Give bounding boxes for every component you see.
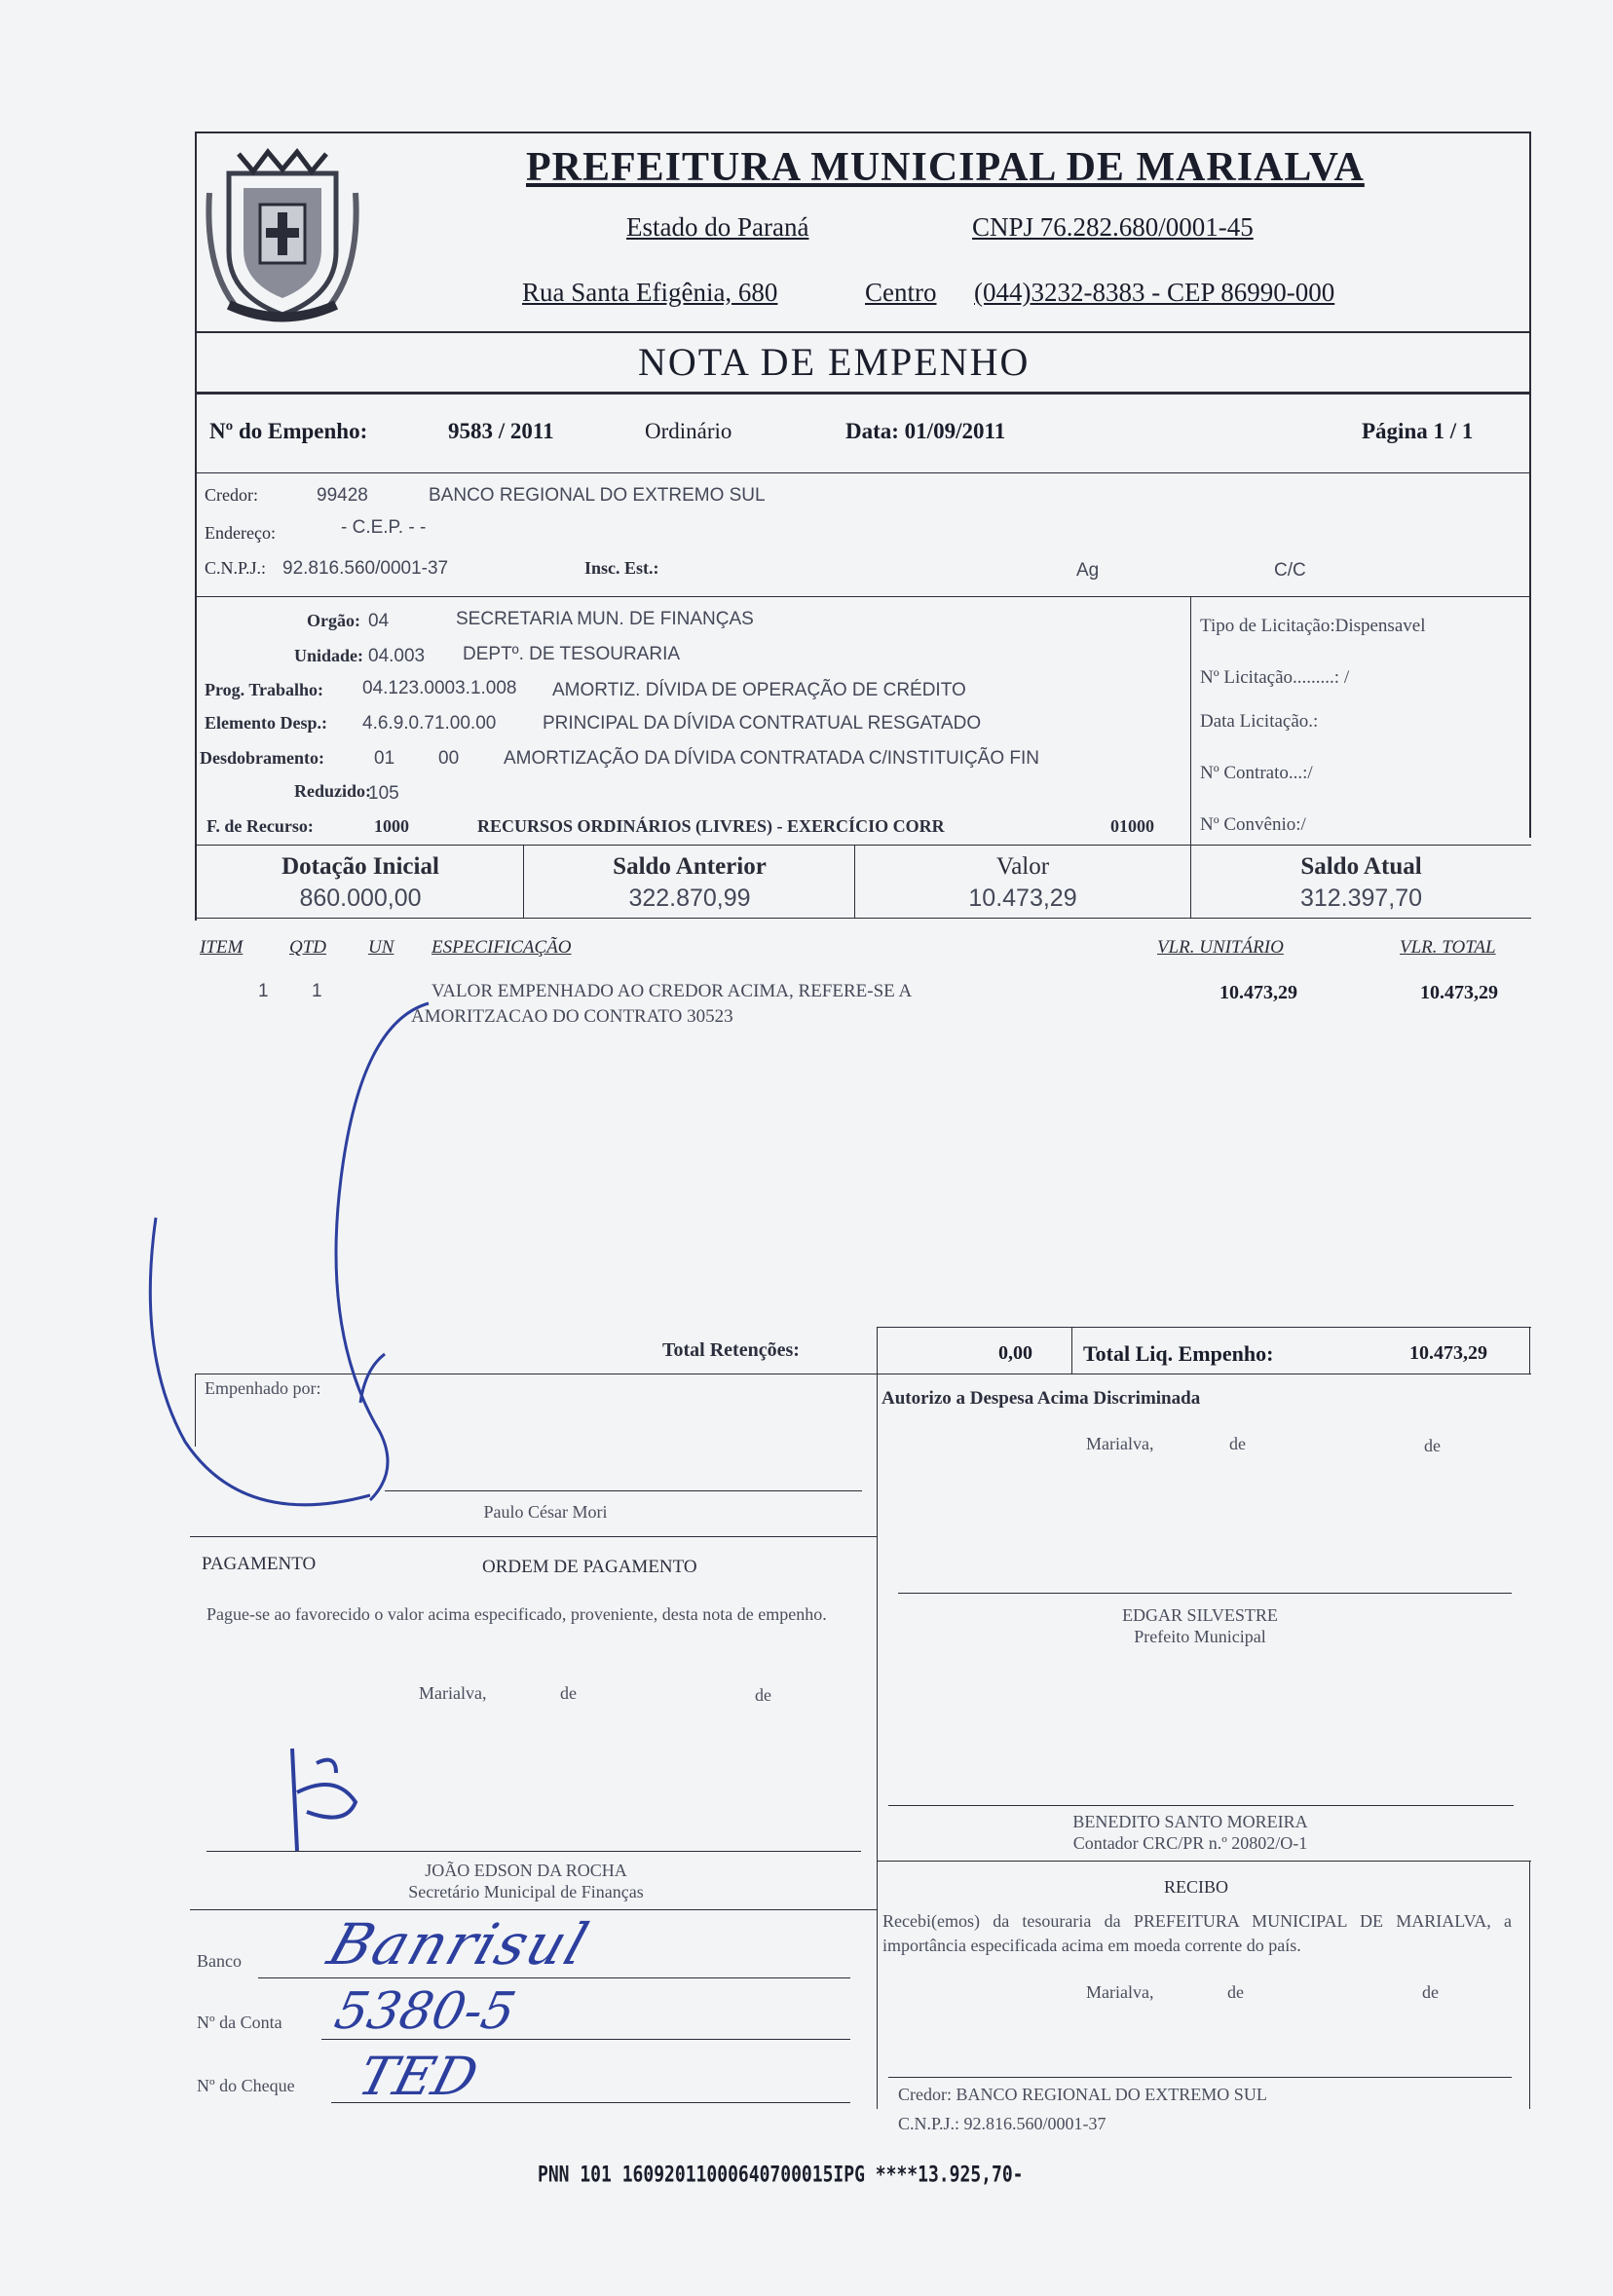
valor-value: 10.473,29 xyxy=(968,885,1077,912)
cnpj-label: C.N.P.J.: xyxy=(205,558,267,578)
header-address: Rua Santa Efigênia, 680 xyxy=(522,278,778,307)
recurso-label: F. de Recurso: xyxy=(206,816,314,836)
banco-handwritten: Banrisul xyxy=(319,1911,598,1977)
desdobramento-code2: 00 xyxy=(438,748,460,769)
elemento-label: Elemento Desp.: xyxy=(205,713,327,733)
autorizo-name: EDGAR SILVESTRE xyxy=(1122,1605,1278,1625)
saldo-atual-label: Saldo Atual xyxy=(1300,853,1422,880)
valor-label: Valor xyxy=(995,853,1050,880)
unidade-code: 04.003 xyxy=(368,646,426,666)
document-title: NOTA DE EMPENHO xyxy=(638,340,1031,384)
numero-contrato: Nº Contrato...:/ xyxy=(1200,763,1313,783)
orgao-name: SECRETARIA MUN. DE FINANÇAS xyxy=(456,609,754,629)
row-qtd: 1 xyxy=(312,981,322,1001)
autorizo-de1: de xyxy=(1229,1434,1246,1453)
credor-label: Credor: xyxy=(205,485,258,505)
row-espec-line2: AMORITZACAO DO CONTRATO 30523 xyxy=(411,1006,733,1027)
row-vlr-total: 10.473,29 xyxy=(1420,982,1498,1003)
conta-label: Nº da Conta xyxy=(197,2013,282,2032)
prog-label: Prog. Trabalho: xyxy=(205,680,324,699)
cheque-label: Nº do Cheque xyxy=(197,2076,295,2095)
pagamento-place: Marialva, xyxy=(419,1683,487,1703)
signature-scribble-icon xyxy=(127,984,536,1529)
col-especificacao: ESPECIFICAÇÃO xyxy=(431,937,572,958)
cnpj-value: 92.816.560/0001-37 xyxy=(282,558,449,579)
unidade-label: Unidade: xyxy=(294,646,364,665)
recibo-label: RECIBO xyxy=(1164,1877,1229,1897)
recibo-text: Recebi(emos) da tesouraria da PREFEITURA MUNICIPAL DE MARIALVA, a importância especificada acima em moeda corrente do país. xyxy=(882,1911,1512,1955)
conta-handwritten: 5380-5 xyxy=(329,1982,521,2041)
header-state: Estado do Paraná xyxy=(626,212,809,242)
recurso-code2: 01000 xyxy=(1110,816,1154,836)
empenho-type: Ordinário xyxy=(645,419,732,443)
prog-code: 04.123.0003.1.008 xyxy=(362,678,517,698)
empenho-number-label: Nº do Empenho: xyxy=(209,419,368,443)
pagamento-text: Pague-se ao favorecido o valor acima especificado, proveniente, desta nota de empenho. xyxy=(206,1604,827,1624)
col-item: ITEM xyxy=(200,937,244,958)
recibo-cnpj: C.N.P.J.: 92.816.560/0001-37 xyxy=(898,2114,1107,2133)
contador-name: BENEDITO SANTO MOREIRA xyxy=(1072,1812,1308,1831)
pagamento-signature-icon xyxy=(268,1734,394,1870)
col-vlr-total: VLR. TOTAL xyxy=(1400,937,1496,958)
pagamento-name: JOÃO EDSON DA ROCHA xyxy=(425,1861,627,1880)
dotacao-inicial-value: 860.000,00 xyxy=(299,885,422,912)
desdobramento-name: AMORTIZAÇÃO DA DÍVIDA CONTRATADA C/INSTITUIÇÃO FIN xyxy=(504,748,1039,769)
ordem-pagamento-label: ORDEM DE PAGAMENTO xyxy=(482,1557,697,1577)
row-vlr-unitario: 10.473,29 xyxy=(1219,982,1297,1003)
empenhado-por-label: Empenhado por: xyxy=(205,1378,321,1398)
autorizo-place: Marialva, xyxy=(1086,1434,1154,1453)
header-phone-cep: (044)3232-8383 - CEP 86990-000 xyxy=(974,278,1335,307)
municipal-coat-of-arms-icon xyxy=(200,134,365,329)
tipo-licitacao: Tipo de Licitação:Dispensavel xyxy=(1200,616,1426,636)
page-title: PREFEITURA MUNICIPAL DE MARIALVA xyxy=(526,145,1365,190)
numero-convenio: Nº Convênio:/ xyxy=(1200,814,1306,835)
saldo-anterior-label: Saldo Anterior xyxy=(613,853,767,880)
empenhado-por-name: Paulo César Mori xyxy=(483,1502,608,1522)
autorizo-label: Autorizo a Despesa Acima Discriminada xyxy=(882,1388,1201,1409)
total-retencoes-label: Total Retenções: xyxy=(662,1339,800,1361)
orgao-label: Orgão: xyxy=(307,611,360,630)
autorizo-role: Prefeito Municipal xyxy=(1134,1627,1266,1646)
desdobramento-code1: 01 xyxy=(374,748,395,769)
reduzido-value: 105 xyxy=(368,783,399,804)
orgao-code: 04 xyxy=(368,611,390,631)
saldo-anterior-value: 322.870,99 xyxy=(628,885,751,912)
cheque-handwritten: TED xyxy=(352,2046,485,2107)
row-item: 1 xyxy=(258,981,269,1001)
recibo-credor: Credor: BANCO REGIONAL DO EXTREMO SUL xyxy=(898,2085,1267,2104)
header-district: Centro xyxy=(865,278,937,307)
credor-code: 99428 xyxy=(317,485,368,506)
address-label: Endereço: xyxy=(205,523,276,543)
footer-code: PNN 101 16092011000640700015IPG ****13.925,70- xyxy=(538,2162,1024,2188)
elemento-code: 4.6.9.0.71.00.00 xyxy=(362,713,497,734)
row-espec-line1: VALOR EMPENHADO AO CREDOR ACIMA, REFERE-SE A xyxy=(431,981,913,1001)
pagamento-de2: de xyxy=(755,1685,771,1705)
prog-name: AMORTIZ. DÍVIDA DE OPERAÇÃO DE CRÉDITO xyxy=(552,680,966,700)
pagamento-role: Secretário Municipal de Finanças xyxy=(408,1882,644,1901)
recibo-de2: de xyxy=(1422,1982,1439,2002)
contador-role: Contador CRC/PR n.º 20802/O-1 xyxy=(1072,1833,1308,1853)
saldo-atual-value: 312.397,70 xyxy=(1299,885,1423,912)
desdobramento-label: Desdobramento: xyxy=(200,748,324,768)
recurso-name: RECURSOS ORDINÁRIOS (LIVRES) - EXERCÍCIO CORR xyxy=(477,816,945,836)
autorizo-de2: de xyxy=(1424,1436,1441,1455)
header-cnpj: CNPJ 76.282.680/0001-45 xyxy=(972,212,1254,242)
col-qtd: QTD xyxy=(289,937,327,958)
data-licitacao: Data Licitação.: xyxy=(1200,711,1319,732)
banco-label: Banco xyxy=(197,1951,242,1971)
unidade-name: DEPTº. DE TESOURARIA xyxy=(463,644,681,664)
recibo-place: Marialva, xyxy=(1086,1982,1154,2002)
empenho-number: 9583 / 2011 xyxy=(448,419,554,443)
col-un: UN xyxy=(368,937,394,958)
account-label: C/C xyxy=(1274,560,1306,581)
recurso-code: 1000 xyxy=(374,816,409,836)
total-retencoes-value: 0,00 xyxy=(998,1342,1032,1364)
reduzido-label: Reduzido: xyxy=(294,781,372,801)
empenho-date: Data: 01/09/2011 xyxy=(845,419,1006,443)
numero-licitacao: Nº Licitação.........: / xyxy=(1200,667,1350,688)
elemento-name: PRINCIPAL DA DÍVIDA CONTRATUAL RESGATADO xyxy=(543,713,982,734)
total-liquido-value: 10.473,29 xyxy=(1409,1342,1487,1364)
agency-label: Ag xyxy=(1076,560,1100,581)
pagamento-label: PAGAMENTO xyxy=(202,1554,317,1574)
total-liquido-label: Total Liq. Empenho: xyxy=(1083,1341,1274,1366)
insc-est-label: Insc. Est.: xyxy=(584,558,659,578)
dotacao-inicial-label: Dotação Inicial xyxy=(281,853,439,880)
credor-name: BANCO REGIONAL DO EXTREMO SUL xyxy=(429,485,766,506)
page-number: Página 1 / 1 xyxy=(1362,419,1474,443)
address-value: - C.E.P. - - xyxy=(341,517,427,538)
col-vlr-unitario: VLR. UNITÁRIO xyxy=(1157,937,1284,958)
recibo-de1: de xyxy=(1227,1982,1244,2002)
pagamento-de1: de xyxy=(560,1683,577,1703)
